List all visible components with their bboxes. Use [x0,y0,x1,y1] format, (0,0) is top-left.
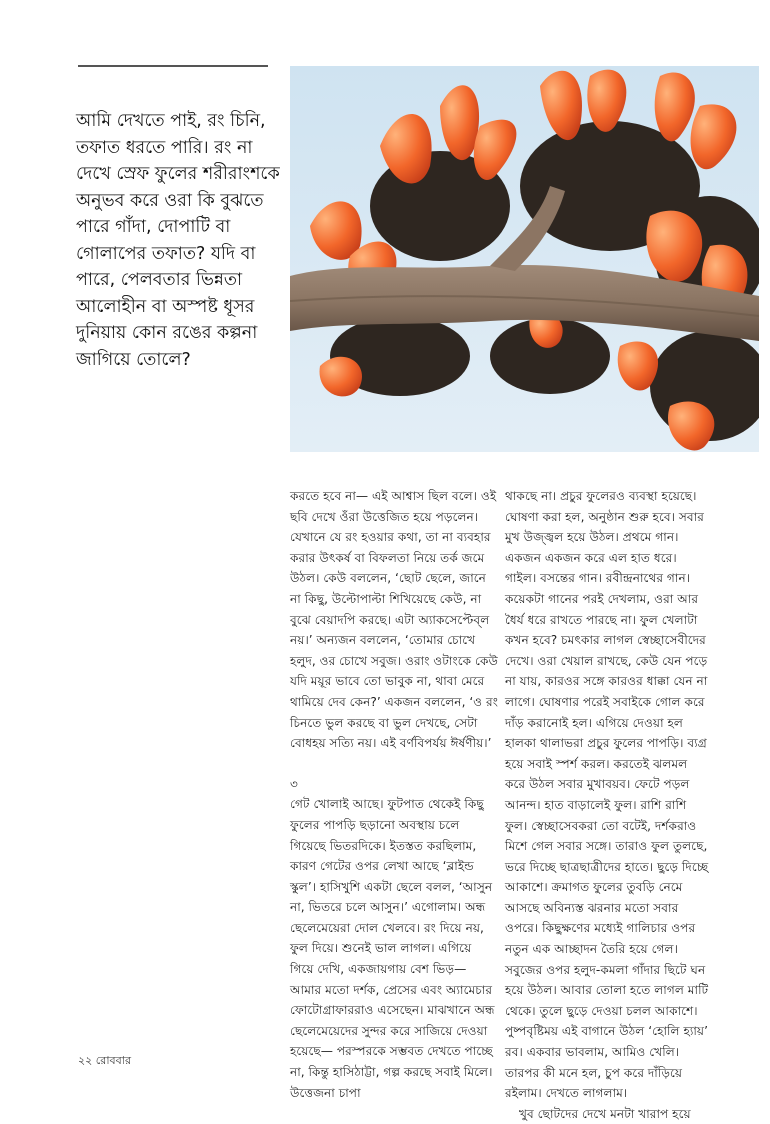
section-number: ৩ [290,776,298,791]
palash-flowers-photo [290,66,759,452]
page-folio: ২২ রোববার [78,1054,131,1067]
article-column-2 [505,486,710,1124]
column2-paragraph-1: থাকছে না। প্রচুর ফুলেরও ব্যবস্থা হয়েছে। ঘোষণা করা হল, অনুষ্ঠান শুরু হবে। সবার মুখ উজ্জ্বল হয়ে উঠল। প্রথমে গান। একজন একজন করে এল হাত ধরে। গাইল। বসন্তের গান। রবীন্দ্রনাথের গান। কয়েকটা গানের পরই দেখলাম, ওরা আর ধৈর্য ধরে রাখতে পারছে না। ফুল খেলাটা কখন হবে? চমৎকার লাগল স্বেচ্ছাসেবীদের দেখে। ওরা খেয়াল রাখছে, কেউ যেন পড়ে না যায়, কারওর সঙ্গে কারওর ধাক্কা যেন না লাগে। ঘোষণার পরেই সবাইকে গোল করে দাঁড় করানোই হল। এগিয়ে দেওয়া হল হালকা থালাভরা প্রচুর ফুলের পাপড়ি। ব্যগ্র হয়ে সবাই স্পর্শ করল। করতেই ঝলমল করে উঠল সবার মুখাবয়ব। ফেটে পড়ল আনন্দ। হাত বাড়ালেই ফুল। রাশি রাশি ফুল। স্বেচ্ছাসেবকরা তো বটেই, দর্শকরাও মিশে গেল সবার সঙ্গে। তারাও ফুল তুলছে, ভরে দিচ্ছে ছাত্রছাত্রীদের হাতে। ছুড়ে দিচ্ছে আকাশে। ক্রমাগত ফুলের তুবড়ি নেমে আসছে অবিন্যস্ত ঝরনার মতো সবার ওপরে। কিছুক্ষণের মধ্যেই গালিচার ওপর নতুন এক আচ্ছাদন তৈরি হয়ে গেল। সবুজের ওপর হলুদ-কমলা গাঁদার ছিটে ঘন হয়ে উঠল। আবার তোলা হতে লাগল মাটি থেকে। তুলে ছুড়ে দেওয়া চলল আকাশে। পুষ্পবৃষ্টিময় এই বাগানে উঠল ‘হোলি হ্যায়’ রব। একবার ভাবলাম, আমিও খেলি। তারপর কী মনে হল, চুপ করে দাঁড়িয়ে রইলাম। দেখতে লাগলাম। [505,489,709,1101]
pull-quote: আমি দেখতে পাই, রং চিনি, তফাত ধরতে পারি। রং না দেখে স্রেফ ফুলের শরীরাংশকে অনুভব করে ওরা কি বুঝতে পারে গাঁদা, দোপাটি বা গোলাপের তফাত? যদি বা পারে, পেলবতার ভিন্নতা আলোহীন বা অস্পষ্ট ধূসর দুনিয়ায় কোন রঙের কল্পনা জাগিয়ে তোলে? [76,111,280,370]
column1-paragraph-2: গেট খোলাই আছে। ফুটপাত থেকেই কিছু ফুলের পাপড়ি ছড়ানো অবস্থায় চলে গিয়েছে ভিতরদিকে। ইতস্তত করছিলাম, কারণ গেটের ওপর লেখা আছে ‘ব্লাইন্ড স্কুল’। হাসিখুশি একটা ছেলে বলল, ‘আসুন না, ভিতরে চলে আসুন।’ এগোলাম। অন্ধ ছেলেমেয়েরা দোল খেলবে। রং দিয়ে নয়, ফুল দিয়ে। শুনেই ভাল লাগল। এগিয়ে গিয়ে দেখি, একজায়গায় বেশ ভিড়— আমার মতো দর্শক, প্রেসের এবং অ্যামেচার ফোটোগ্রাফাররাও এসেছেন। মাঝখানে অন্ধ ছেলেমেয়েদের সুন্দর করে সাজিয়ে দেওয়া হয়েছে— পরস্পরকে সম্ভবত দেখতে পাচ্ছে না, কিন্তু হাসিঠাট্টা, গল্প করছে সবাই মিলে। উত্তেজনা চাপা [290,797,495,1100]
header-rule [78,65,268,67]
article-column-1 [290,486,498,1103]
column1-paragraph-1: করতে হবে না— এই আশ্বাস ছিল বলে। ওই ছবি দেখে ওঁরা উত্তেজিত হয়ে পড়লেন। যেখানে যে রং হওয়ার কথা, তা না ব্যবহার করার উৎকর্ষ বা বিফলতা নিয়ে তর্ক জমে উঠল। কেউ বললেন, ‘ছোট ছেলে, জানে না কিছু, উল্টোপাল্টা শিখিয়েছে কেউ, না বুঝে বেয়াদপি করছে। এটা অ্যাকসেপ্টেব্‌ল নয়।’ অন্যজন বললেন, ‘তোমার চোখে হলুদ, ওর চোখে সবুজ। ওরাং ওটাংকে কেউ যদি ময়ূর ভাবে তো ভাবুক না, থাবা মেরে থামিয়ে দেব কেন?’ একজন বললেন, ‘ও রং চিনতে ভুল করছে বা ভুল দেখছে, সেটা বোধহয় সত্যি নয়। এই বর্ণবিপর্যয় ঈর্ষণীয়।’ [290,489,498,751]
column2-paragraph-2: খুব ছোটদের দেখে মনটা খারাপ হয়ে [519,1106,691,1121]
